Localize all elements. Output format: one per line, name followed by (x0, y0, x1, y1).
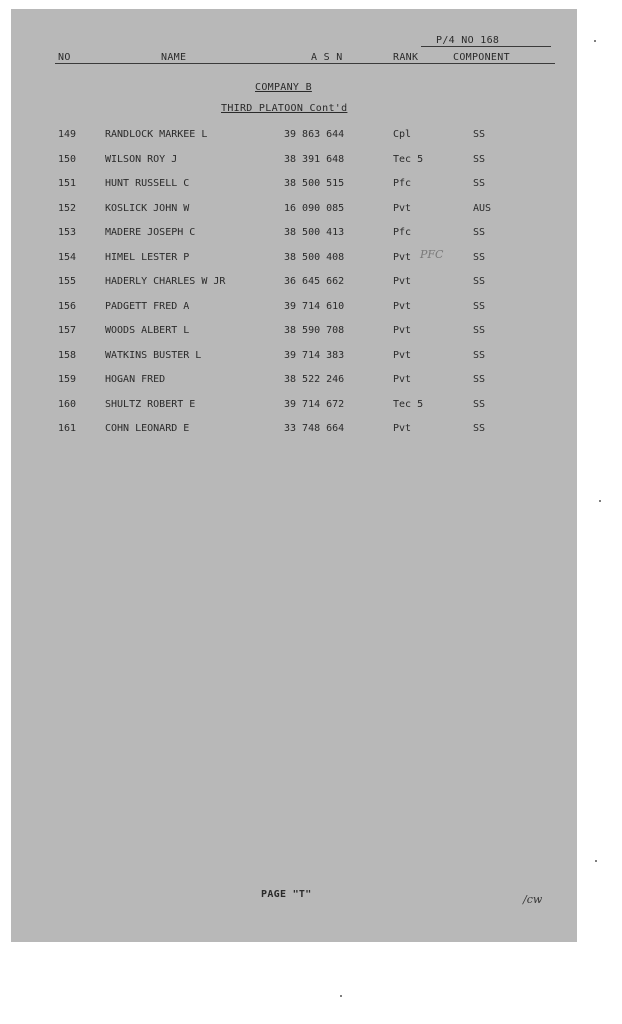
component: SS (473, 423, 486, 434)
component: SS (473, 349, 486, 361)
column-header-no: NO (58, 52, 71, 63)
row-number: 157 (58, 325, 77, 336)
table-row (11, 129, 577, 143)
table-row (11, 276, 577, 290)
serial-number: 38 590 708 (284, 325, 345, 336)
component: SS (473, 276, 486, 287)
component: SS (473, 325, 486, 336)
soldier-name: RANDLOCK MARKEE L (105, 129, 208, 140)
rank: Pvt (393, 349, 412, 361)
soldier-name: HOGAN FRED (105, 374, 166, 385)
serial-number: 39 714 610 (284, 300, 345, 312)
serial-number: 39 714 383 (284, 349, 345, 361)
serial-number: 38 391 648 (284, 153, 345, 165)
header-rule-top (421, 46, 551, 47)
table-row (11, 301, 577, 315)
column-header-rank: RANK (393, 52, 419, 63)
row-number: 158 (58, 349, 77, 361)
page-label: PAGE "T" (261, 889, 312, 900)
soldier-name: SHULTZ ROBERT E (105, 398, 196, 410)
rank: Tec 5 (393, 398, 424, 410)
reference-number: P/4 NO 168 (436, 35, 500, 46)
soldier-name: WILSON ROY J (105, 153, 178, 165)
table-row (11, 350, 577, 364)
header-rule-bottom (55, 63, 555, 64)
table-row (11, 227, 577, 241)
rank: Pfc (393, 227, 412, 238)
table-row (11, 325, 577, 339)
row-number: 149 (58, 129, 77, 140)
handwritten-annotation: PFC (420, 248, 444, 261)
table-row (11, 399, 577, 413)
row-number: 150 (58, 153, 77, 165)
table-row (11, 203, 577, 217)
serial-number: 16 090 085 (284, 202, 345, 214)
scan-speck (595, 860, 597, 862)
row-number: 160 (58, 398, 77, 410)
row-number: 156 (58, 300, 77, 312)
row-number: 155 (58, 276, 77, 287)
table-row (11, 252, 577, 266)
soldier-name: COHN LEONARD E (105, 423, 190, 434)
soldier-name: HIMEL LESTER P (105, 251, 190, 263)
serial-number: 38 500 408 (284, 251, 345, 263)
soldier-name: KOSLICK JOHN W (105, 202, 190, 214)
serial-number: 33 748 664 (284, 423, 345, 434)
soldier-name: HUNT RUSSELL C (105, 178, 190, 189)
platoon-heading: THIRD PLATOON Cont'd (221, 103, 348, 114)
component: SS (473, 129, 486, 140)
company-heading: COMPANY B (255, 82, 312, 93)
component: AUS (473, 202, 492, 214)
serial-number: 38 500 413 (284, 227, 345, 238)
row-number: 151 (58, 178, 77, 189)
soldier-name: WOODS ALBERT L (105, 325, 190, 336)
rank: Tec 5 (393, 153, 424, 165)
component: SS (473, 178, 486, 189)
row-number: 161 (58, 423, 77, 434)
soldier-name: PADGETT FRED A (105, 300, 190, 312)
component: SS (473, 251, 486, 263)
scan-speck (599, 500, 601, 502)
component: SS (473, 153, 486, 165)
scan-speck (594, 40, 596, 42)
serial-number: 36 645 662 (284, 276, 345, 287)
column-header-component: COMPONENT (453, 52, 510, 63)
rank: Pvt (393, 325, 412, 336)
serial-number: 38 522 246 (284, 374, 345, 385)
rank: Pvt (393, 374, 412, 385)
initials: /cw (523, 893, 543, 906)
component: SS (473, 300, 486, 312)
rank: Pfc (393, 178, 412, 189)
row-number: 154 (58, 251, 77, 263)
table-row (11, 374, 577, 388)
table-row (11, 178, 577, 192)
table-row (11, 423, 577, 437)
row-number: 153 (58, 227, 77, 238)
serial-number: 38 500 515 (284, 178, 345, 189)
serial-number: 39 863 644 (284, 129, 345, 140)
document-page (11, 9, 577, 942)
rank: Cpl (393, 129, 412, 140)
serial-number: 39 714 672 (284, 398, 345, 410)
scan-speck (340, 995, 342, 997)
rank: Pvt (393, 423, 412, 434)
table-row (11, 154, 577, 168)
component: SS (473, 227, 486, 238)
component: SS (473, 398, 486, 410)
soldier-name: WATKINS BUSTER L (105, 349, 202, 361)
component: SS (473, 374, 486, 385)
rank: Pvt (393, 300, 412, 312)
rank: Pvt (393, 251, 412, 263)
rank: Pvt (393, 202, 412, 214)
row-number: 152 (58, 202, 77, 214)
rank: Pvt (393, 276, 412, 287)
soldier-name: MADERE JOSEPH C (105, 227, 196, 238)
column-header-asn: A S N (311, 52, 343, 63)
column-header-name: NAME (161, 52, 187, 63)
row-number: 159 (58, 374, 77, 385)
soldier-name: HADERLY CHARLES W JR (105, 276, 226, 287)
